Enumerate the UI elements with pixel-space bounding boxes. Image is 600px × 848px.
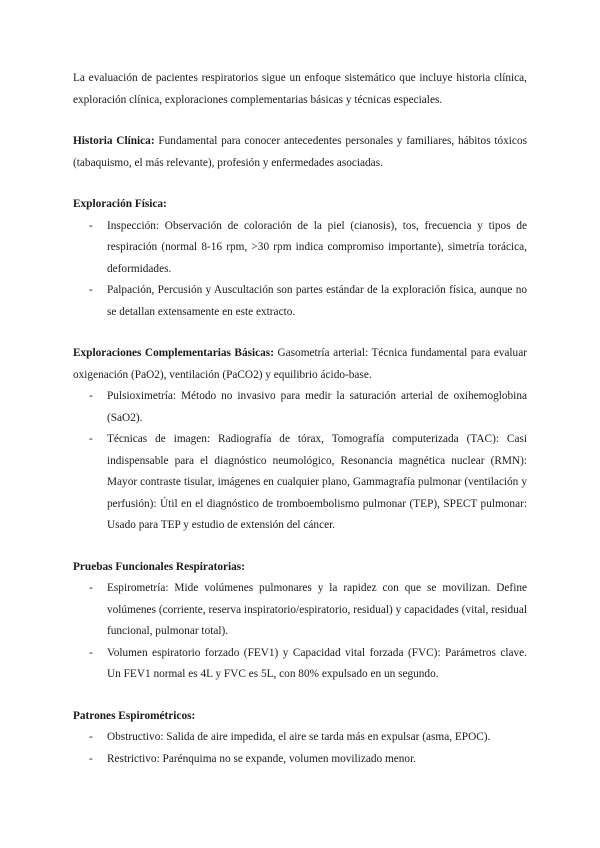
bullet-dash: - (89, 390, 93, 402)
list-item (73, 386, 527, 429)
bullet-dash: - (89, 433, 93, 445)
list-item (73, 429, 527, 537)
bullet-dash: - (89, 646, 93, 659)
complementarias-paragraph (73, 343, 527, 386)
list-item-text: Pulsioximetría: Método no invasivo para medir la saturación arterial de oxihemoglobina (SaO2). (107, 390, 527, 424)
exploracion-fisica-list (73, 216, 527, 324)
list-item-text: Inspección: Observación de coloración de la piel (cianosis), tos, frecuencia y tipos de respiración (normal 8-16 rpm, >30 rpm indica compromiso importante), simetría torácica, deformidades. (107, 219, 527, 275)
pruebas-funcionales-heading: Pruebas Funcionales Respiratorias: (73, 560, 245, 573)
bullet-dash: - (89, 582, 93, 594)
complementarias-list (73, 386, 527, 537)
bullet-dash: - (89, 219, 93, 232)
list-item (73, 643, 527, 686)
list-item-text: Palpación, Percusión y Auscultación son partes estándar de la exploración física, aunque no se detallan extensamente en este extracto. (107, 284, 527, 318)
complementarias-text: Gasometría arterial: Técnica fundamental para evaluar oxigenación (PaO2), ventilación (PaCO2) y equilibrio ácido-base. (73, 347, 527, 381)
bullet-dash: - (89, 284, 93, 296)
document-body (73, 68, 527, 770)
patrones-list (73, 727, 527, 770)
list-item-text: Restrictivo: Parénquima no se expande, volumen movilizado menor. (107, 752, 417, 765)
exploracion-fisica-heading: Exploración Física: (73, 198, 167, 210)
list-item (73, 727, 527, 749)
list-item (73, 280, 527, 323)
bullet-dash: - (89, 752, 93, 765)
list-item-text: Técnicas de imagen: Radiografía de tórax, Tomografía computerizada (TAC): Casi indispensable para el diagnóstico neumológico, Resonancia magnética nuclear (RMN): Mayor contraste tisular, imágenes en cualquier plano, Gammagrafía pulmonar (ventilación y perfusión): Útil en el diagnóstico de tromboembolismo pulmonar (TEP), SPECT pulmonar: Usado para TEP y estudio de extensión del cáncer. (107, 433, 527, 531)
historia-clinica-text: Fundamental para conocer antecedentes personales y familiares, hábitos tóxicos (tabaquismo, el más relevante), profesión y enfermedades asociadas. (73, 135, 527, 169)
historia-clinica-heading: Historia Clínica: (73, 135, 155, 147)
bullet-dash: - (89, 731, 93, 743)
intro-paragraph: La evaluación de pacientes respiratorios sigue un enfoque sistemático que incluye historia clínica, exploración clínica, exploraciones complementarias básicas y técnicas especiales. (73, 72, 527, 106)
patrones-heading: Patrones Espirométricos: (73, 709, 196, 722)
list-item (73, 578, 527, 643)
list-item-text: Obstructivo: Salida de aire impedida, el aire se tarda más en expulsar (asma, EPOC). (107, 731, 491, 743)
list-item-text: Volumen espiratorio forzado (FEV1) y Capacidad vital forzada (FVC): Parámetros clave. Un FEV1 normal es 4L y FVC es 5L, con 80% expulsado en un segundo. (107, 646, 527, 680)
historia-clinica-paragraph (73, 131, 527, 174)
list-item-text: Espirometría: Mide volúmenes pulmonares y la rapidez con que se movilizan. Define volúmenes (corriente, reserva inspiratorio/espiratorio, residual) y capacidades (vital, residual funcional, pulmonar total). (107, 582, 527, 637)
list-item (73, 216, 527, 281)
list-item (73, 749, 527, 771)
pruebas-funcionales-list (73, 578, 527, 686)
complementarias-heading: Exploraciones Complementarias Básicas: (73, 347, 274, 359)
